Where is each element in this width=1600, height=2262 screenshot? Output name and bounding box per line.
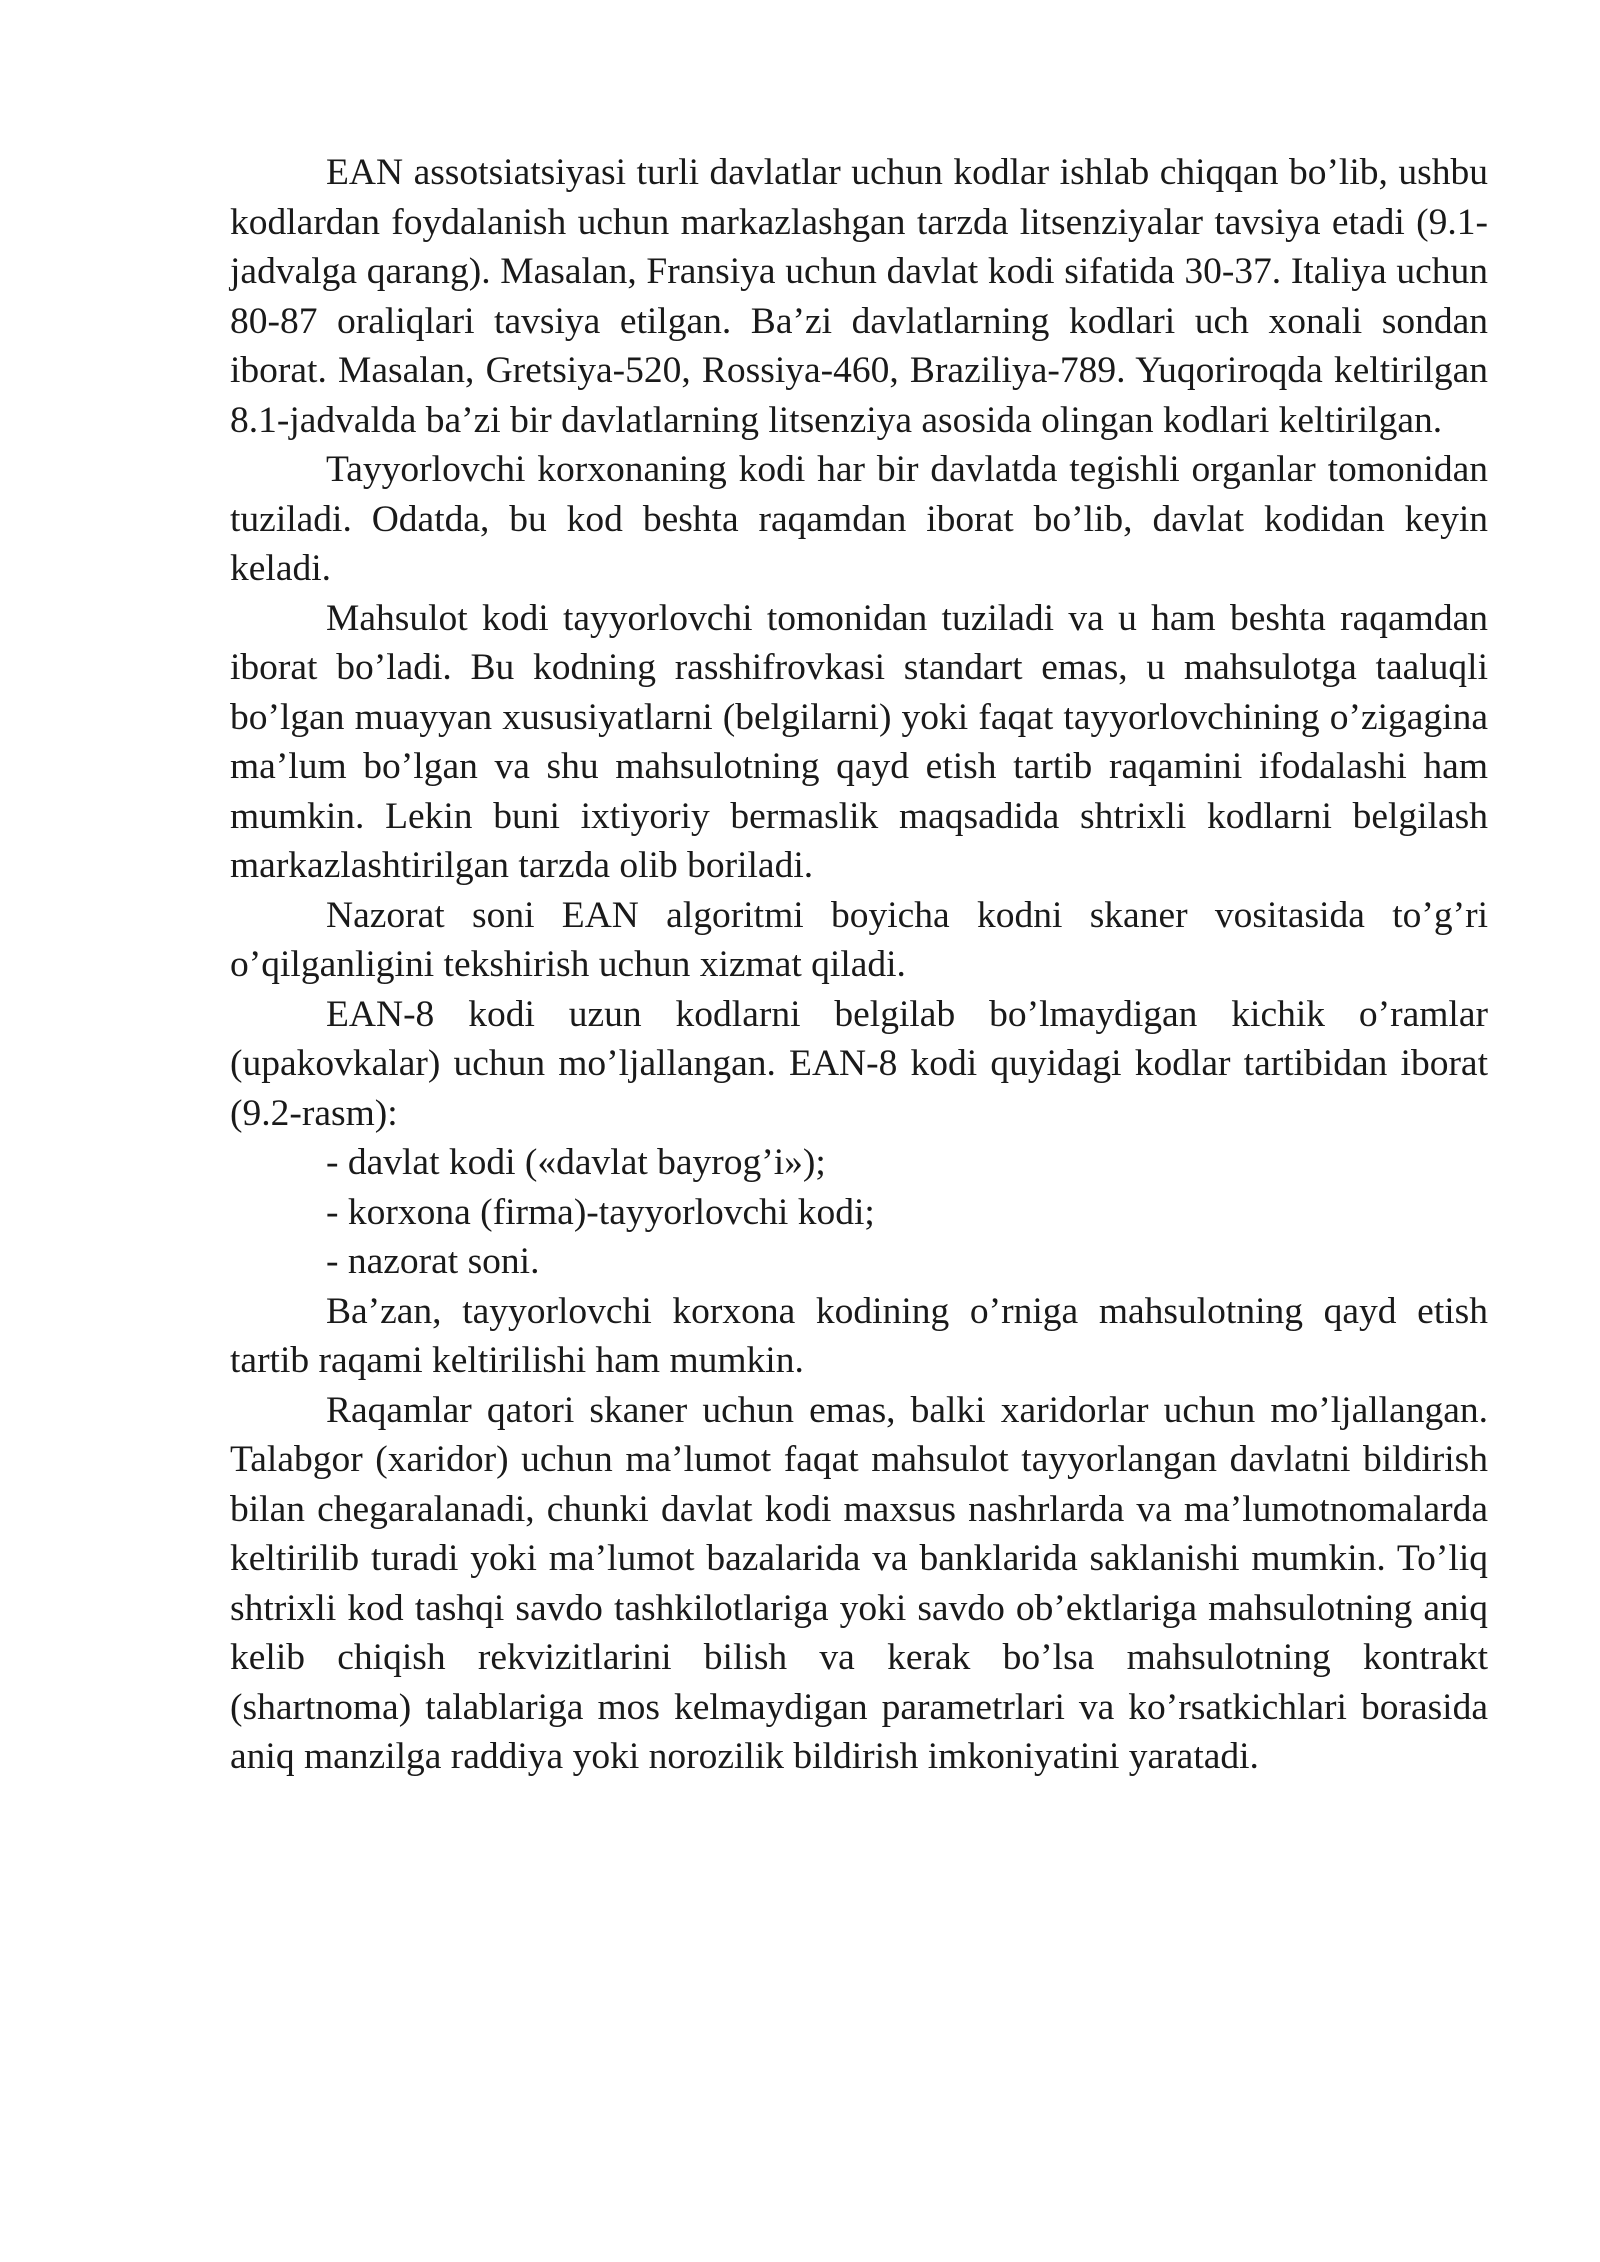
- paragraph-registration-number: Ba’zan, tayyorlovchi korxona kodining o’rniga mahsulotning qayd etish tartib raqami keltirilishi ham mumkin.: [230, 1290, 1488, 1381]
- document-page: [230, 148, 1488, 1782]
- paragraph-manufacturer-code: Tayyorlovchi korxonaning kodi har bir davlatda tegishli organlar tomonidan tuziladi. Odatda, bu kod beshta raqamdan iborat bo’lib, davlat kodidan keyin keladi.: [230, 449, 1488, 589]
- paragraph-digit-row: Raqamlar qatori skaner uchun emas, balki xaridorlar uchun mo’ljallangan. Talabgor (xaridor) uchun ma’lumot faqat mahsulot tayyorlangan davlatni bildirish bilan chegaralanadi, chunki davlat kodi maxsus nashrlarda va ma’lumotnomalarda keltirilib turadi yoki ma’lumot bazalarida va banklarida saklanishi mumkin. To’liq shtrixli kod tashqi savdo tashkilotlariga yoki savdo ob’ektlariga mahsulotning aniq kelib chiqish rekvizitlarini bilish va kerak bo’lsa mahsulotning kontrakt (shartnoma) talablariga mos kelmaydigan parametrlari va ko’rsatkichlari borasida aniq manzilga raddiya yoki norozilik bildirish imkoniyatini yaratadi.: [230, 1389, 1488, 1777]
- list-item-country-code: - davlat kodi («davlat bayrog’i»);: [326, 1142, 826, 1183]
- list-item-check-digit: - nazorat soni.: [326, 1241, 540, 1282]
- list-item-manufacturer-code: - korxona (firma)-tayyorlovchi kodi;: [326, 1191, 875, 1233]
- paragraph-product-code: Mahsulot kodi tayyorlovchi tomonidan tuziladi va u ham beshta raqamdan iborat bo’ladi. Bu kodning rasshifrovkasi standart emas, u mahsulotga taaluqli bo’lgan muayyan xususiyatlarni (belgilarni) yoki faqat tayyorlovchining o’zigagina ma’lum bo’lgan va shu mahsulotning qayd etish tartib raqamini ifodalashi ham mumkin. Lekin buni ixtiyoriy bermaslik maqsadida shtrixli kodlarni belgilash markazlashtirilgan tarzda olib boriladi.: [230, 597, 1488, 886]
- paragraph-check-digit: Nazorat soni EAN algoritmi boyicha kodni skaner vositasida to’g’ri o’qilganligini tekshirish uchun xizmat qiladi.: [230, 894, 1488, 985]
- paragraph-ean8: EAN-8 kodi uzun kodlarni belgilab bo’lmaydigan kichik o’ramlar (upakovkalar) uchun mo’ljallangan. EAN-8 kodi quyidagi kodlar tartibidan iborat (9.2-rasm):: [230, 993, 1488, 1134]
- paragraph-ean-association: EAN assotsiatsiyasi turli davlatlar uchun kodlar ishlab chiqqan bo’lib, ushbu kodlardan foydalanish uchun markazlashgan tarzda litsenziyalar tavsiya etadi (9.1-jadvalga qarang). Masalan, Fransiya uchun davlat kodi sifatida 30-37. Italiya uchun 80-87 oraliqlari tavsiya etilgan. Ba’zi davlatlarning kodlari uch xonali sondan iborat. Masalan, Gretsiya-520, Rossiya-460, Braziliya-789. Yuqoriroqda keltirilgan 8.1-jadvalda ba’zi bir davlatlarning litsenziya asosida olingan kodlari keltirilgan.: [230, 152, 1488, 441]
